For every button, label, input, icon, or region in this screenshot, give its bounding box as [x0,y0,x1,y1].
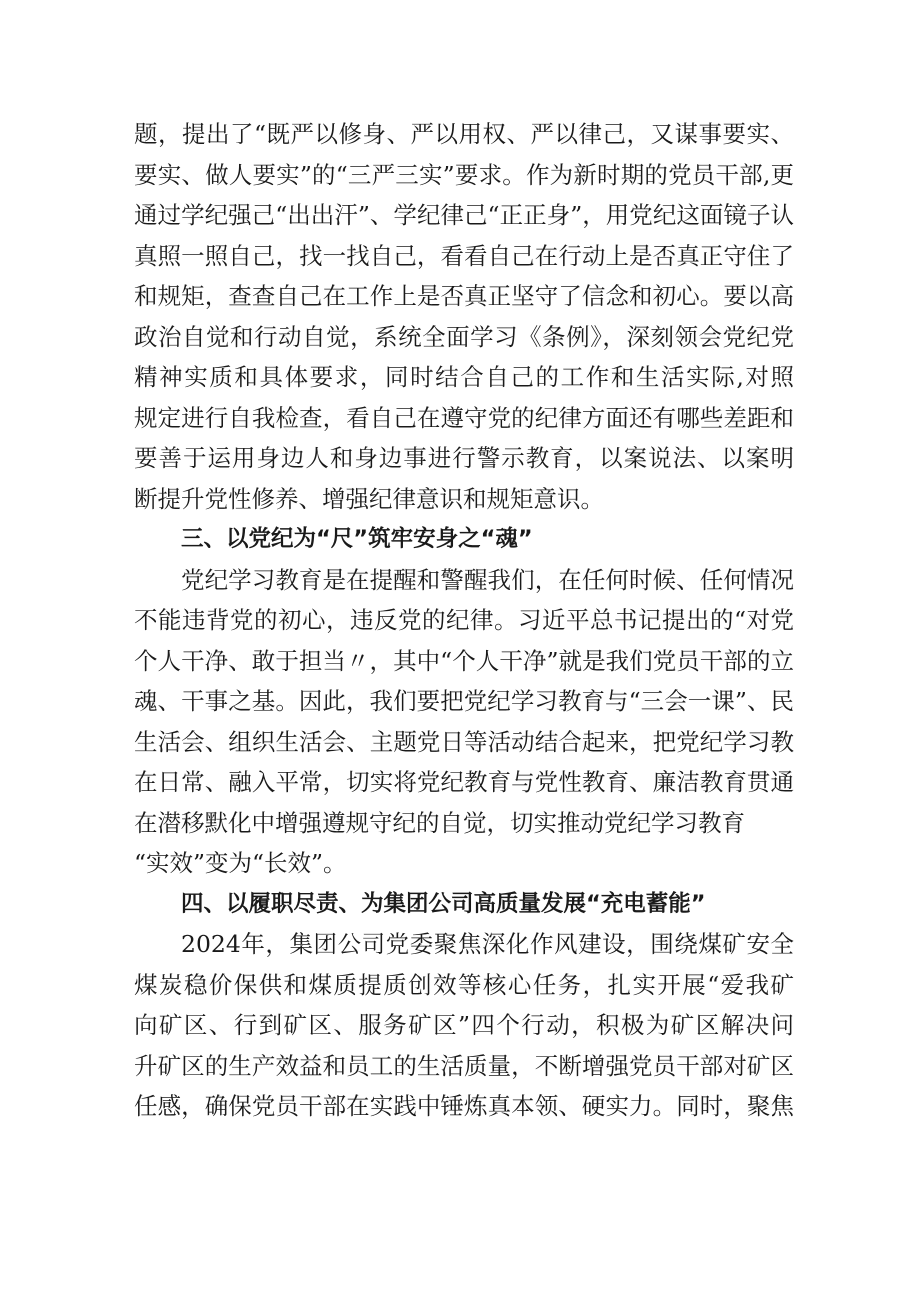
paragraph-line: 断提升党性修养、增强纪律意识和规矩意识。 [134,484,604,513]
paragraph-line: 在潜移默化中增强遵规守纪的自觉，切实推动党纪学习教育 [134,808,745,837]
paragraph-line: 不能违背党的初心，违反党的纪律。习近平总书记提出的“对党 [134,606,794,634]
paragraph-line: 真照一照自己，找一找自己，看看自己在行动上是否真正守住了 [134,241,794,270]
paragraph-line: 2024年，集团公司党委聚焦深化作风建设，围绕煤矿安全 [181,930,794,958]
paragraph-line: 政治自觉和行动自觉，系统全面学习《条例》，深刻领会党纪党 [134,322,794,351]
paragraph-line: 党纪学习教育是在提醒和警醒我们，在任何时候、任何情况 [181,565,794,594]
paragraph-line: “实效”变为“长效”。 [134,849,347,877]
paragraph-line: 精神实质和具体要求，同时结合自己的工作和生活实际,对照 [134,363,794,391]
paragraph-line: 通过学纪强己“出出汗”、学纪律己“正正身”，用党纪这面镜子认 [134,201,794,229]
paragraph-line: 要实、做人要实”的“三严三实”要求。作为新时期的党员干部,更 [134,160,794,189]
paragraph-line: 任感，确保党员干部在实践中锤炼真本领、硬实力。同时，聚焦 [134,1092,794,1120]
section-heading-4: 四、以履职尽责、为集团公司高质量发展“充电蓄能” [181,890,706,917]
paragraph-line: 个人干净、敢于担当〃，其中“个人干净”就是我们党员干部的立 [134,646,794,675]
document-body [134,114,794,1127]
section-heading-3: 三、以党纪为“尺”筑牢安身之“魂” [181,526,533,552]
paragraph-line: 规定进行自我检查，看自己在遵守党的纪律方面还有哪些差距和 [134,403,794,432]
paragraph-line: 升矿区的生产效益和员工的生活质量，不断增强党员干部对矿区 [134,1051,794,1080]
paragraph-line: 和规矩，查查自己在工作上是否真正坚守了信念和初心。要以高 [134,282,794,310]
paragraph-line: 生活会、组织生活会、主题党日等活动结合起来，把党纪学习教 [134,727,794,756]
paragraph-line: 向矿区、行到矿区、服务矿区”四个行动，积极为矿区解决问 [134,1011,794,1039]
paragraph-line: 题，提出了“既严以修身、严以用权、严以律己，又谋事要实、 [134,120,794,148]
paragraph-line: 煤炭稳价保供和煤质提质创效等核心任务，扎实开展“爱我矿 [134,970,794,999]
paragraph-line: 魂、干事之基。因此，我们要把党纪学习教育与“三会一课”、民 [134,687,794,715]
paragraph-line: 要善于运用身边人和身边事进行警示教育，以案说法、以案明 [134,444,794,472]
paragraph-line: 在日常、融入平常，切实将党纪教育与党性教育、廉洁教育贯通 [134,768,794,796]
